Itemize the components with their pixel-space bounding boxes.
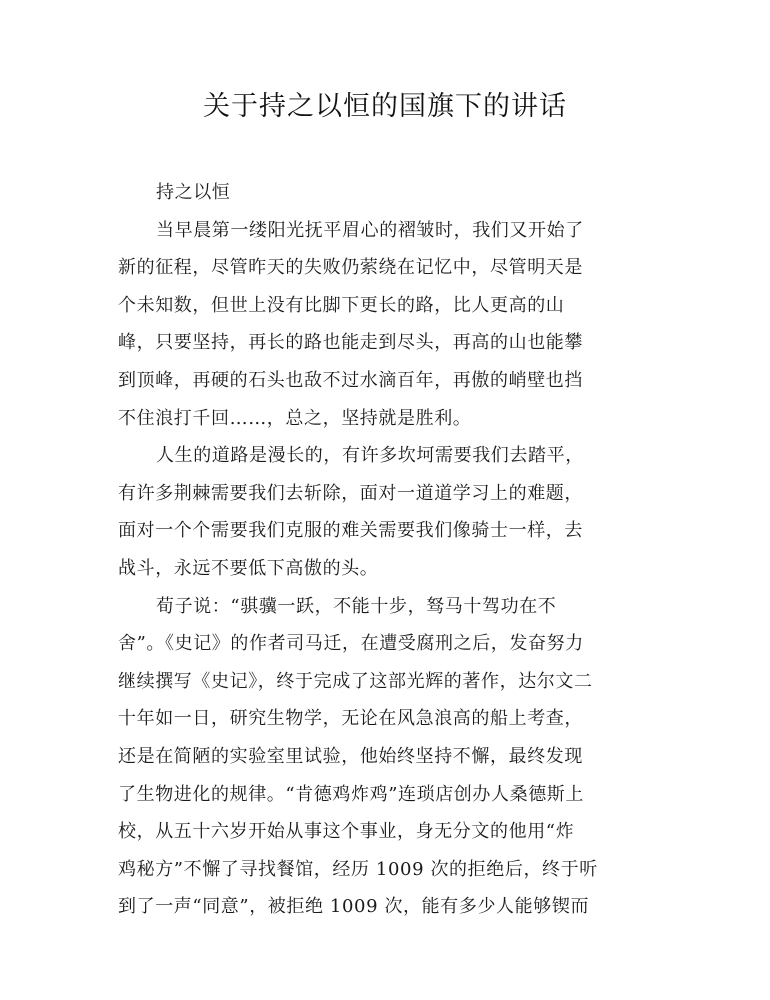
document-title: 关于持之以恒的国旗下的讲话 [203,91,567,122]
paragraph-line: 面对一个个需要我们克服的难关需要我们像骑士一样，去 [118,520,583,542]
paragraph-line: 人生的道路是漫长的，有许多坎坷需要我们去踏平， [156,445,584,467]
paragraph-line: 荀子说：“骐骥一跃，不能十步，驽马十驾功在不 [156,595,557,617]
paragraph-line: 鸡秘方”不懈了寻找餐馆，经历 1009 次的拒绝后，终于听 [118,858,598,880]
paragraph-line: 不住浪打千回……，总之，坚持就是胜利。 [118,407,472,429]
section-heading: 持之以恒 [156,182,231,203]
paragraph-line: 新的征程，尽管昨天的失败仍萦绕在记忆中，尽管明天是 [118,257,583,279]
document-body [118,174,658,926]
paragraph-line: 峰，只要坚持，再长的路也能走到尽头，再高的山也能攀 [118,332,583,354]
paragraph-line: 还是在简陋的实验室里试验，他始终坚持不懈，最终发现 [118,745,583,767]
paragraph-line: 到了一声“同意”，被拒绝 1009 次，能有多少人能够锲而 [118,896,590,918]
paragraph-line: 当早晨第一缕阳光抚平眉心的褶皱时，我们又开始了 [156,219,584,241]
paragraph-line: 了生物进化的规律。“肯德鸡炸鸡”连琐店创办人桑德斯上 [118,783,585,805]
paragraph-line: 个未知数，但世上没有比脚下更长的路，比人更高的山 [118,294,565,316]
paragraph-line: 十年如一日，研究生物学，无论在风急浪高的船上考查， [118,708,583,730]
paragraph-line: 到顶峰，再硬的石头也敌不过水滴百年，再傲的峭壁也挡 [118,369,583,391]
paragraph-line: 校，从五十六岁开始从事这个事业，身无分文的他用“炸 [118,821,575,843]
paragraph-line: 战斗，永远不要低下高傲的头。 [118,557,379,579]
paragraph-line: 有许多荆棘需要我们去斩除，面对一道道学习上的难题， [118,482,583,504]
paragraph-line: 继续撰写《史记》，终于完成了这部光辉的著作，达尔文二 [118,670,593,692]
paragraph-line: 舍”。《史记》的作者司马迁，在遭受腐刑之后，发奋努力 [118,633,584,655]
